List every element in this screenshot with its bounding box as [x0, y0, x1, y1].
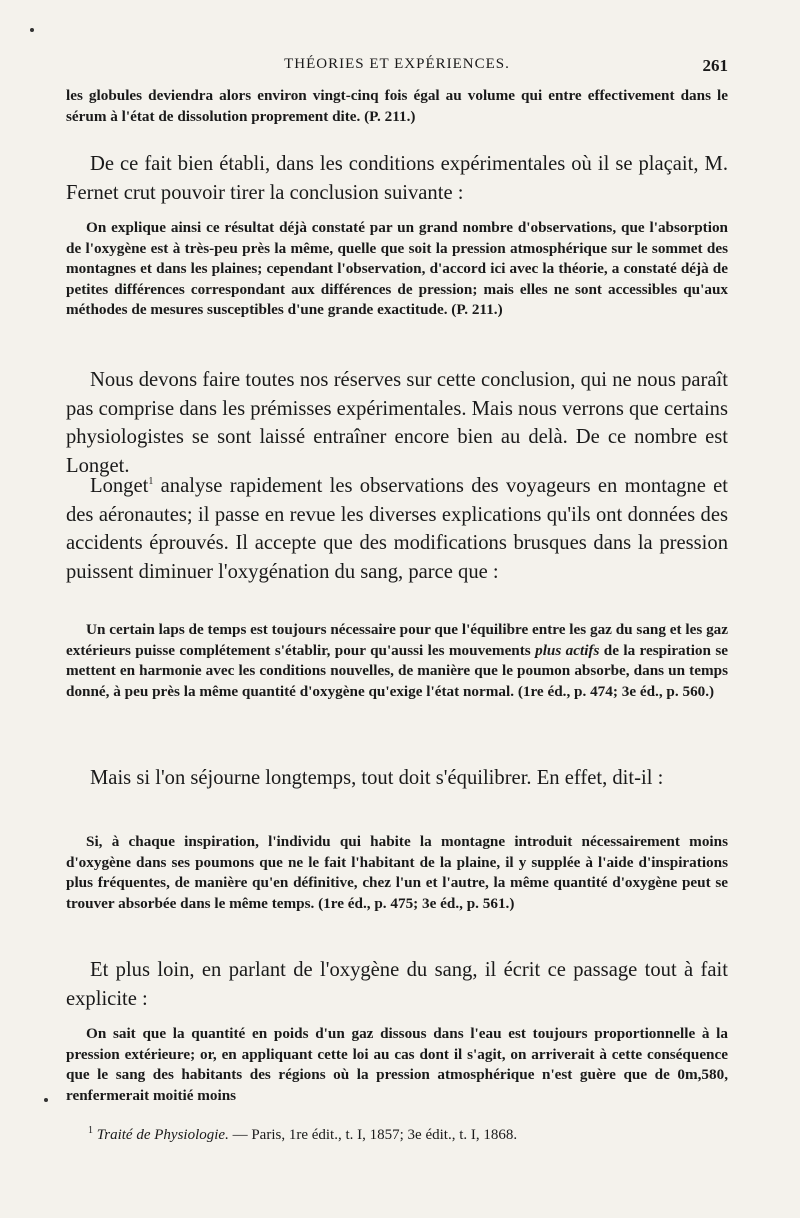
paragraph: On sait que la quantité en poids d'un gaz dissous dans l'eau est toujours proportionnelle à la pression extérieure; or, en appliquant cette loi au cas dont il s'agit, on arriverait à cette conséquence que le sang des habitants des régions où la pression atmosphérique n'est guère que de 0m,580, renfermerait moitié moins — [66, 1025, 728, 1104]
longet-name: Longet — [90, 475, 149, 497]
text-end: de la respiration se mettent en harmonie avec les conditions nouvelles, de manière que le poumon absorbe, dans un temps donné, à peu près la même quantité d'oxygène qu'exige l'état normal. (1re éd., p. 474; 3e éd., p. 560.) — [66, 641, 728, 700]
body-paragraph-reserves — [66, 366, 728, 480]
paragraph: On explique ainsi ce résultat déjà constaté par un grand nombre d'observations, que l'absorption de l'oxygène est à très-peu près la même, quelle que soit la pression atmosphérique sur le sommet des montagnes et dans les plaines; cependant l'observation, d'accord ici avec la théorie, a constaté déjà de petites différences correspondant aux différences de pression; mais elles ne sont accessibles qu'aux méthodes de mesures susceptibles d'une grande exactitude. (P. 211.) — [66, 219, 728, 318]
paragraph: Mais si l'on séjourne longtemps, tout doit s'équilibrer. En effet, dit-il : — [90, 767, 664, 789]
running-title: THÉORIES ET EXPÉRIENCES. — [284, 56, 510, 72]
body-paragraph-fernet — [66, 150, 728, 207]
margin-speck — [30, 28, 34, 32]
footnote-text: — Paris, 1re édit., t. I, 1857; 3e édit., t. I, 1868. — [232, 1127, 518, 1143]
paragraph-rest: analyse rapidement les observations des voyageurs en montagne et des aéronautes; il passe en revue les diverses explications qu'ils ont données des accidents éprouvés. Il accepte que des modifications brusques dans la pression puissent diminuer l'oxygénation du sang, parce que : — [66, 475, 728, 583]
paragraph: les globules deviendra alors environ vingt-cinq fois égal au volume qui entre effectivement dans le sérum à l'état de dissolution proprement dite. (P. 211.) — [66, 87, 728, 125]
paragraph: Et plus loin, en parlant de l'oxygène du sang, il écrit ce passage tout à fait explicite : — [66, 959, 728, 1010]
paragraph: De ce fait bien établi, dans les conditions expérimentales où il se plaçait, M. Fernet crut pouvoir tirer la conclusion suivante : — [66, 153, 728, 204]
body-paragraph-plus-loin — [66, 956, 728, 1013]
margin-speck — [44, 1098, 48, 1102]
body-paragraph-longet — [66, 472, 728, 586]
page-number: 261 — [702, 56, 728, 75]
text-start: Un certain laps de temps est toujours nécessaire pour que l'équilibre entre les gaz du sang et les gaz extérieurs puisse complétement s'établir, pour qu'aussi les mouvements — [66, 621, 728, 659]
quote-longet-1 — [66, 620, 728, 702]
footnote — [88, 1127, 728, 1144]
quote-continuation — [66, 86, 728, 127]
paragraph: Si, à chaque inspiration, l'individu qui habite la montagne introduit nécessairement moins d'oxygène dans ses poumons que ne le fait l'habitant de la plaine, il y supplée à l'aide d'inspirations plus fréquentes, de manière qu'en définitive, chez l'un et l'autre, la même quantité d'oxygène peut se trouver absorbée dans le même temps. (1re éd., p. 475; 3e éd., p. 561.) — [66, 833, 728, 912]
body-paragraph-equilibrer — [66, 764, 728, 793]
quote-longet-2 — [66, 832, 728, 914]
paragraph — [66, 620, 728, 702]
quote-fernet — [66, 218, 728, 321]
quote-longet-3 — [66, 1024, 728, 1106]
footnote-title: Traité de Physiologie. — [96, 1127, 229, 1143]
paragraph: Nous devons faire toutes nos réserves sur cette conclusion, qui ne nous paraît pas comprise dans les prémisses expérimentales. Mais nous verrons que certains physiologistes se sont laissé entraîner encore bien au delà. De ce nombre est Longet. — [66, 369, 728, 477]
footnote-mark: 1 — [88, 1125, 93, 1136]
page-header — [66, 56, 728, 78]
emphasis: plus actifs — [535, 641, 600, 659]
paragraph — [66, 472, 728, 586]
footnote-reference: 1 — [148, 476, 154, 488]
